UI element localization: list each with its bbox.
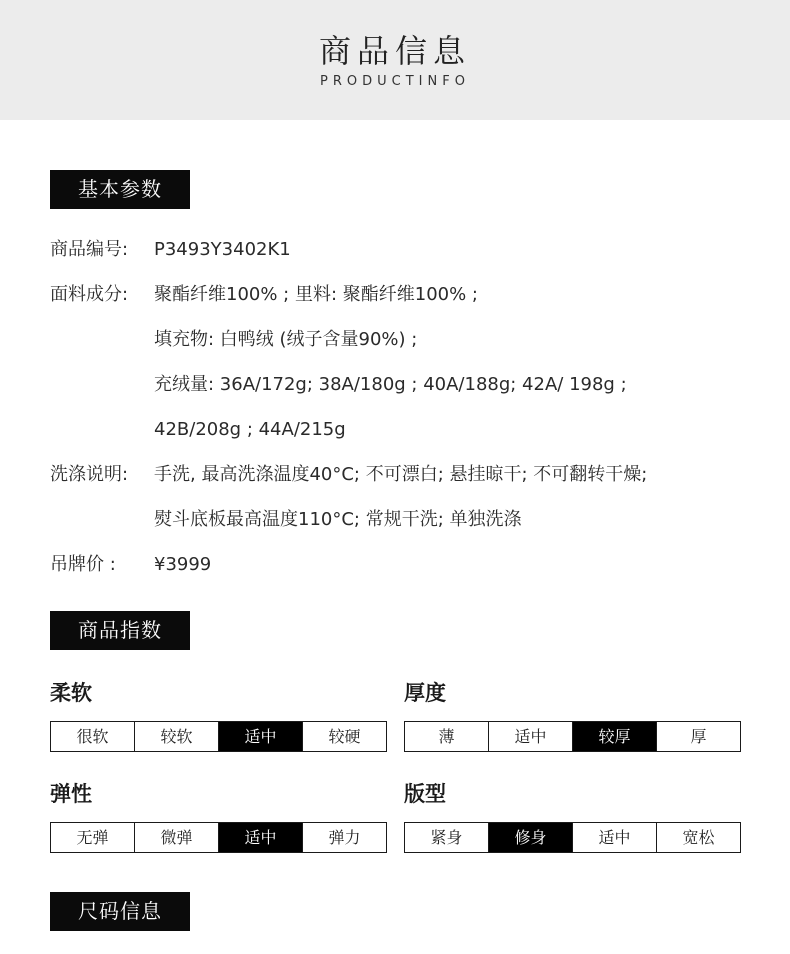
param-wash-row	[50, 463, 647, 487]
index-scale-fit	[404, 822, 741, 853]
header-banner	[0, 0, 790, 120]
section-tag-basic: 基本参数	[50, 170, 190, 209]
index-label-elasticity: 弹性	[50, 782, 92, 806]
section-tag-index: 商品指数	[50, 611, 190, 650]
index-scale-thickness	[404, 721, 741, 752]
index-scale-softness	[50, 721, 387, 752]
param-filling: 填充物: 白鸭绒 (绒子含量90%) ;	[154, 329, 418, 350]
index-option: 微弹	[135, 823, 219, 852]
index-option-selected: 较厚	[573, 722, 657, 751]
index-option: 薄	[405, 722, 489, 751]
index-label-fit: 版型	[404, 782, 446, 806]
index-label-thickness: 厚度	[404, 681, 446, 705]
param-fabric-label: 面料成分:	[50, 284, 129, 305]
param-fabric-value: 聚酯纤维100% ; 里料: 聚酯纤维100% ;	[154, 284, 478, 305]
index-option: 弹力	[303, 823, 386, 852]
param-code-value: P3493Y3402K1	[154, 239, 291, 260]
index-option-selected: 适中	[219, 722, 303, 751]
page-subtitle: PRODUCTINFO	[320, 74, 470, 89]
index-option: 适中	[573, 823, 657, 852]
index-option: 很软	[51, 722, 135, 751]
param-price-label: 吊牌价 :	[50, 554, 116, 575]
param-code-row	[50, 238, 291, 262]
index-option-selected: 适中	[219, 823, 303, 852]
index-option-selected: 修身	[489, 823, 573, 852]
page-title: 商品信息	[318, 32, 471, 70]
param-fabric-row	[50, 283, 478, 307]
param-code-label: 商品编号:	[50, 239, 129, 260]
param-price-row	[50, 553, 211, 577]
param-wash-label: 洗涤说明:	[50, 464, 129, 485]
param-wash-value-2: 熨斗底板最高温度110°C; 常规干洗; 单独洗涤	[154, 509, 522, 530]
index-option: 较硬	[303, 722, 386, 751]
param-price-value: ¥3999	[154, 554, 212, 575]
param-fill-amount-2: 42B/208g ; 44A/215g	[154, 419, 346, 440]
index-option: 厚	[657, 722, 740, 751]
index-option: 宽松	[657, 823, 740, 852]
index-option: 无弹	[51, 823, 135, 852]
section-tag-size: 尺码信息	[50, 892, 190, 931]
index-option: 较软	[135, 722, 219, 751]
index-option: 适中	[489, 722, 573, 751]
param-wash-value-1: 手洗, 最高洗涤温度40°C; 不可漂白; 悬挂晾干; 不可翻转干燥;	[154, 464, 648, 485]
index-scale-elasticity	[50, 822, 387, 853]
index-label-softness: 柔软	[50, 681, 92, 705]
param-fill-amount-1: 充绒量: 36A/172g; 38A/180g ; 40A/188g; 42A/ 198g ;	[154, 374, 627, 395]
index-option: 紧身	[405, 823, 489, 852]
